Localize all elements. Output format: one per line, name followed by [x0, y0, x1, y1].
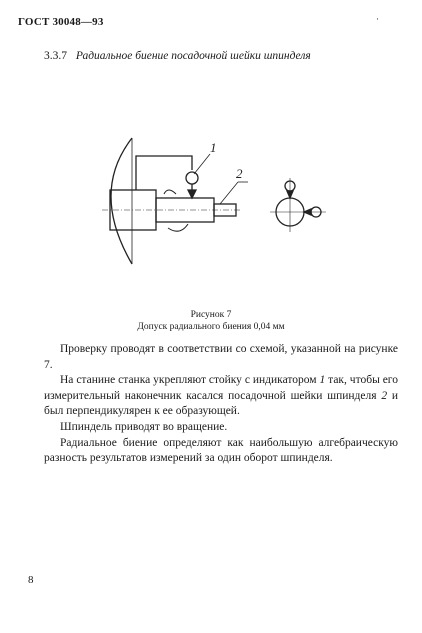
side-indicator-top-point	[287, 191, 293, 198]
section-heading	[44, 50, 311, 62]
leader-2	[220, 182, 238, 204]
section-number: 3.3.7	[44, 50, 67, 62]
paragraph-3: Шпиндель приводят во вращение.	[60, 420, 228, 433]
p2-ref-1: 1	[319, 374, 326, 387]
p2-ref-2: 2	[381, 389, 388, 402]
section-title: Радиальное биение посадочной шейки шпинделя	[75, 50, 311, 62]
indicator-dial	[186, 172, 198, 184]
headstock-arc	[111, 138, 132, 264]
p2-part-a: На станине станка укрепляют стойку с индикатором	[60, 374, 320, 387]
p2-part-c: и был перпендикулярен к ее образующей.	[44, 389, 399, 418]
paragraph-2	[44, 373, 398, 420]
rotation-arrow	[164, 190, 188, 231]
figure-label-1: 1	[210, 140, 217, 155]
figure-caption-text: Допуск радиального биения 0,04 мм	[137, 322, 285, 332]
indicator-point	[188, 190, 196, 198]
paragraph-1: Проверку проводят в соответствии со схемой, указанной на рисунке 7.	[44, 343, 398, 371]
p2-part-b: так, чтобы его измерительный наконечник касался посадочной шейки шпинделя	[44, 374, 398, 402]
side-indicator-right-point	[304, 209, 311, 215]
leader-1	[194, 154, 210, 174]
paragraph-4: Радиальное биение определяют как наибольшую алгебраическую разность результатов измерений за один оборот шпинделя.	[44, 436, 398, 465]
page-number: 8	[28, 574, 34, 586]
figure-label-2: 2	[236, 166, 243, 181]
standard-header: ГОСТ 30048—93	[18, 16, 104, 28]
indicator-stand	[136, 156, 192, 190]
figure-7-drawing	[80, 132, 340, 272]
spindle-runout-diagram	[80, 132, 340, 272]
body-text	[44, 342, 398, 467]
page-mark: ·	[376, 14, 379, 24]
figure-caption-title: Рисунок 7	[190, 310, 232, 320]
